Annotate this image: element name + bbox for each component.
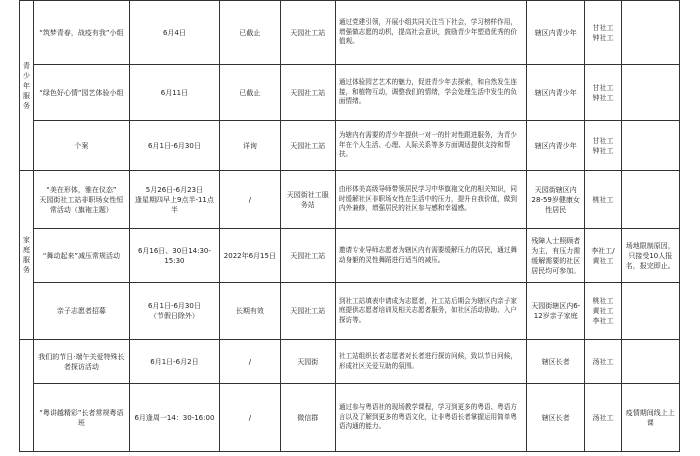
table-row [20,229,680,283]
activity-note [621,121,679,171]
activity-date: 5月26日-6月23日 逢星期四早上9点半-11点半 [129,171,220,229]
table-row [20,121,680,171]
activity-location: 微信群 [280,384,335,452]
activity-mode: / [220,171,280,229]
table-row [20,384,680,452]
activity-location: 天园社工站 [280,229,335,283]
table-row [20,283,680,340]
activity-note: 场地限制原因，只接受10人报名，报完即止。 [621,229,679,283]
activity-description: 邀请专业导师志愿者为辖区内有需要缓解压力的居民，通过舞动身躯的灵性舞蹈进行适当的减压。 [335,229,526,283]
activity-description: 通过党建引领，开展小组共同关注当下社会，学习榜样作用，增强做志愿的动机，提高社会意识，鼓励青少年塑造优秀的价值观。 [335,1,526,65]
activity-mode: / [220,340,280,384]
activity-mode: 详询 [220,121,280,171]
activity-date: 6月4日 [129,1,220,65]
activity-location: 天园社工站 [280,283,335,340]
category-cell [20,171,34,340]
activity-location: 天园社工站 [280,65,335,121]
activity-description: 通过体验园艺艺术的魅力，促进青少年去探索，和自然发生连接，和植物互动，调整我们的情绪，学会处理生活中发生的负面情绪。 [335,65,526,121]
activity-target: 辖区长者 [527,384,585,452]
table-row [20,1,680,65]
activity-mode: 长期有效 [220,283,280,340]
activity-name: 我们的节日·端午关爱特殊长者探访活动 [34,340,130,384]
activity-name: 个案 [34,121,130,171]
activity-location: 天园街社工服务站 [280,171,335,229]
activity-location: 天园社工站 [280,1,335,65]
activity-staff: 桃社工 黄社工 李社工 [585,283,621,340]
category-label: 青少年服务 [23,61,31,110]
activity-note [621,1,679,65]
activity-staff: 桃社工 [585,171,621,229]
activity-mode: 已截止 [220,1,280,65]
activity-target: 天园街辖区内28-59岁健康女性居民 [527,171,585,229]
activity-note [621,340,679,384]
activity-staff: 甘社工 钟社工 [585,65,621,121]
activity-staff: 甘社工 钟社工 [585,121,621,171]
activity-description: 由形体美高级导师带领居民学习中华旗袍文化的相关知识，同时缓解社区非职场女性在生活中的压力，提升自我价值，做到内外兼修，增强居民的社区参与感和幸福感。 [335,171,526,229]
activity-name: “筑梦青春，战疫有我”小组 [34,1,130,65]
activity-name: “粤讲越精彩”长者常规粤语班 [34,384,130,452]
activity-location: 天园街 [280,340,335,384]
activity-date: 6月16日、30日14:30-15:30 [129,229,220,283]
activity-mode: / [220,384,280,452]
activity-description: 到社工站填表申请成为志愿者，社工站后期会为辖区内亲子家庭提供志愿者培训及相关志愿者服务，如社区活动协助、入户探访等。 [335,283,526,340]
activity-note [621,65,679,121]
activity-name: “美在形体，雅在仪态” 天园街社工站非职场女性恒常活动（旗袍主题） [34,171,130,229]
activity-note [621,283,679,340]
activity-description: 通过参与粤语社的现场教学课程，学习到更多的粤语、粤语方言以及了解到更多的粤语文化，让非粤语长者掌握运用简单粤语沟通的能力。 [335,384,526,452]
activity-target: 辖区内青少年 [527,121,585,171]
activity-mode: 2022年6月15日 [220,229,280,283]
activity-description: 社工站组织长者志愿者对长者进行探访问候，致以节日问候，形成社区关爱互助的氛围。 [335,340,526,384]
activity-note: 疫情期间线上上课 [621,384,679,452]
activity-date: 6月11日 [129,65,220,121]
activity-name: 亲子志愿者招募 [34,283,130,340]
activity-target: 辖区内青少年 [527,65,585,121]
activity-date: 6月1日-6月2日 [129,340,220,384]
activity-staff: 甘社工 钟社工 [585,1,621,65]
activity-target: 辖区内青少年 [527,1,585,65]
activity-location: 天园社工站 [280,121,335,171]
activity-date: 6月1日-6月30日 （节假日除外） [129,283,220,340]
activity-date: 6月1日-6月30日 [129,121,220,171]
table-row [20,65,680,121]
category-cell [20,340,34,452]
activity-mode: 已截止 [220,65,280,121]
category-label: 家庭服务 [23,236,31,274]
activity-target: 残障人士照顾者为主，有压力需缓解需要的社区居民均可参加。 [527,229,585,283]
activity-target: 辖区长者 [527,340,585,384]
activity-name: “绿色好心情”园艺体验小组 [34,65,130,121]
activity-staff: 汤社工 [585,340,621,384]
activity-staff: 李社工/黄社工 [585,229,621,283]
table-row [20,340,680,384]
activity-staff: 汤社工 [585,384,621,452]
activity-date: 6月逢周一14：30-16:00 [129,384,220,452]
activity-note [621,171,679,229]
table-row [20,171,680,229]
activity-name: “舞动起来”减压常规活动 [34,229,130,283]
activity-table [19,0,680,452]
activity-description: 为辖内有需要的青少年提供一对一的针对性跟进服务，为青少年在个人生活、心理、人际关系等多方面调适提供支持和帮扶。 [335,121,526,171]
activity-target: 天园街辖区内6-12岁亲子家庭 [527,283,585,340]
category-cell [20,1,34,171]
